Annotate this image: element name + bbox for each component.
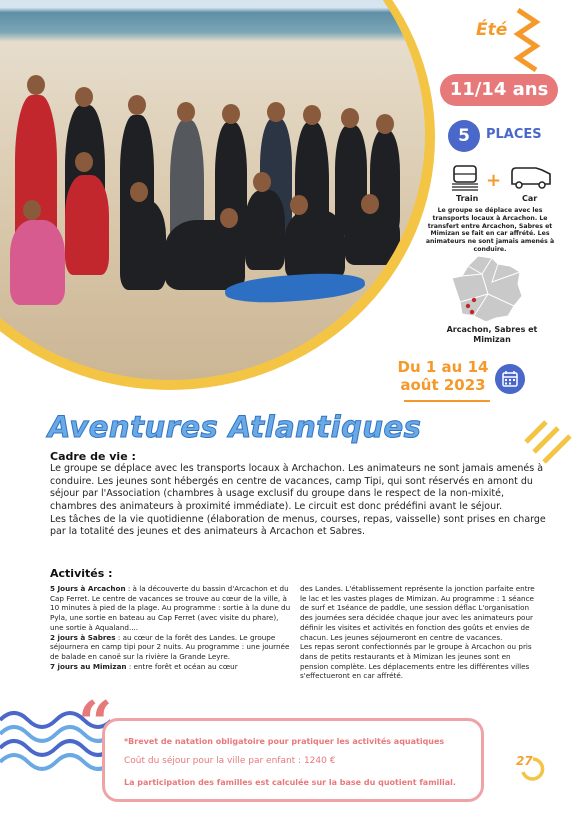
dates-line-1: Du 1 au 14	[397, 358, 489, 376]
page-title: Aventures Atlantiques	[48, 410, 422, 444]
places-label: PLACES	[486, 127, 542, 142]
age-range-badge: 11/14 ans	[440, 74, 558, 106]
swim-requirement: *Brevet de natation obligatoire pour pratiquer les activités aquatiques	[124, 737, 445, 746]
trip-cost: Coût du séjour pour la ville par enfant : 1240 €	[124, 756, 336, 766]
cadre-heading: Cadre de vie :	[50, 450, 136, 463]
sabres-text: : au cœur de la forêt des Landes. Le groupe séjournera en camp tipi pour 2 nuits. Au programme : une journée de balade en canoë sur la rivière la Grande Leyre.	[50, 632, 290, 662]
arcachon-text: : à la découverte du bassin d'Arcachon et du Cap Ferret. Le centre de vacances se trouve au cœur de la ville, à 10 minutes à pied de la plage. Au programme : sortie à la dune du Pyla, une sortie en bateau au Cap Ferret (avec visite du phare), une sortie à Aqualand....	[50, 584, 291, 632]
calendar-badge	[495, 364, 525, 394]
places-count: 5	[448, 120, 480, 152]
transport-modes	[448, 164, 558, 208]
calendar-icon	[495, 364, 525, 394]
sabres-label: 2 jours à Sabres	[50, 632, 116, 642]
zigzag-decoration	[512, 8, 542, 78]
car-label: Car	[522, 194, 538, 203]
mimizan-text-continued: des Landes. L'établissement représente la jonction parfaite entre le lac et les vastes plages de Mimizan. Au programme : 1 séance de surf et 1séance de paddle, une session déflac L'organisation des journées sera décidée chaque jour avec les animateurs pour définir les visites et activités en fonction des goûts et envies de chacun. Les jeunes séjourneront en centre de vacances.	[300, 584, 535, 642]
train-icon	[450, 164, 480, 192]
activites-heading: Activités :	[50, 567, 113, 580]
trip-dates	[396, 358, 490, 394]
dates-line-2: août 2023	[400, 376, 486, 394]
quote-mark: “	[78, 689, 113, 759]
train-label: Train	[456, 194, 479, 203]
france-map-icon	[448, 254, 528, 324]
dates-underline	[404, 400, 490, 402]
family-contribution-note: La participation des familles est calculée sur la base du quotient familial.	[124, 778, 456, 787]
activites-column-2	[300, 584, 540, 681]
cadre-paragraph-2: Les tâches de la vie quotidienne (élaboration de menus, courses, repas, vaisselle) sont prises en charge par la totalité des jeunes et des animateurs à Arcachon et Sabres.	[50, 513, 546, 538]
location-caption: Arcachon, Sabres et Mimizan	[446, 325, 538, 345]
repas-text: Les repas seront confectionnés par le groupe à Arcachon ou pris dans de petits restaurants et à Mimizan les jeunes sont en pension complète. Les déplacements entre les différentes villes s'effectueront en car affrété.	[300, 642, 532, 681]
cadre-paragraph-1: Le groupe se déplace avec les transports locaux à Archachon. Les animateurs ne sont jamais amenés à conduire. Les jeunes sont hébergés en centre de vacances, camp Tipi, qui sont réservés en amont du séjour par l'Association (chambres à usage exclusif du groupe dans le respect de la non-mixité, chambres des animateurs à proximité immédiate). Le circuit est donc prédéfini avant le séjour.	[50, 463, 544, 512]
group-beach-photo	[0, 0, 425, 380]
page-number: 27	[516, 754, 533, 768]
transport-note: Le groupe se déplace avec les transports locaux à Arcachon. Le transfert entre Arcachon, Sabres et Mimizan se fait en car affrété. Les animateurs ne sont jamais amenés à conduire.	[425, 207, 555, 253]
mimizan-text: : entre forêt et océan au cœur	[126, 661, 238, 671]
plus-sign: +	[486, 170, 502, 191]
season-label: Été	[476, 20, 508, 40]
arcachon-label: 5 Jours à Arcachon	[50, 584, 126, 593]
stripes-decoration	[520, 418, 576, 468]
cadre-text	[50, 463, 550, 539]
car-icon	[506, 164, 554, 192]
activites-column-1	[50, 584, 294, 671]
mimizan-label: 7 jours au Mimizan	[50, 661, 127, 671]
